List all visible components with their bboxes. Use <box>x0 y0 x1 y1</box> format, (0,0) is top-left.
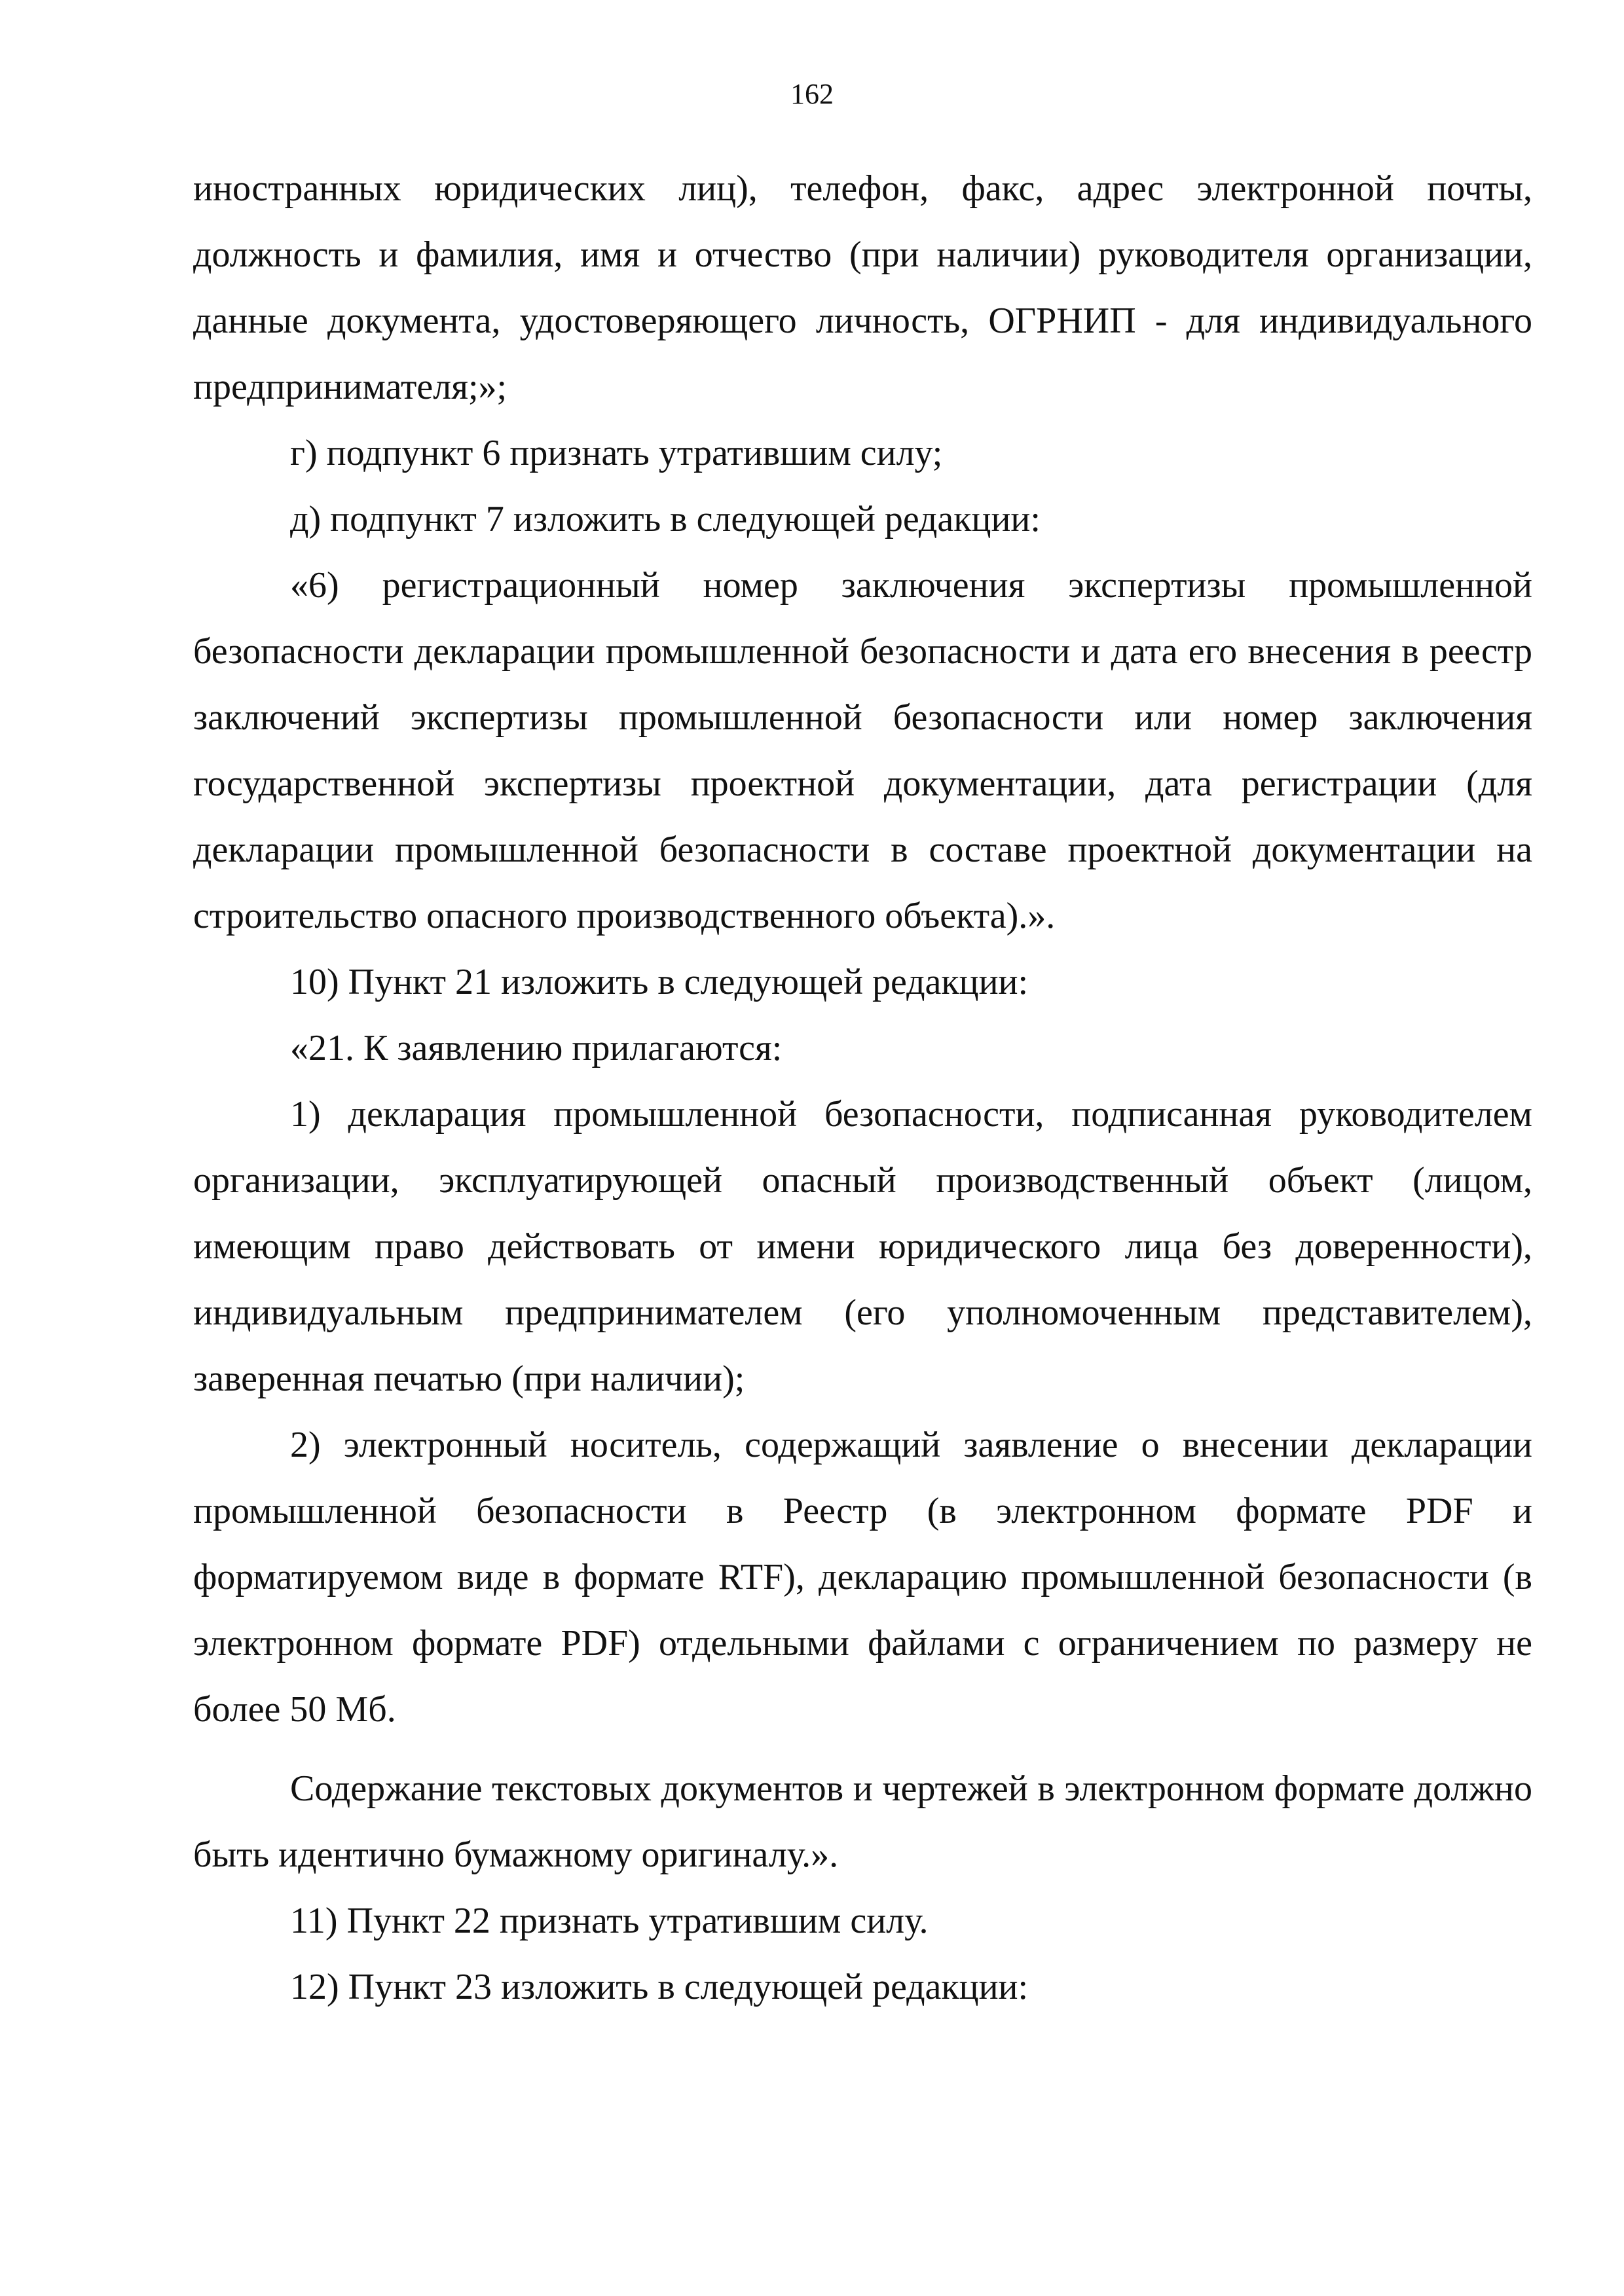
paragraph-subitem-g: г) подпункт 6 признать утратившим силу; <box>290 433 943 473</box>
paragraph-item-12: 12) Пункт 23 изложить в следующей редакции: <box>290 1967 1029 2007</box>
paragraph-content-note: Содержание текстовых документов и чертежей в электронном формате должно быть идентично бумажному оригиналу.». <box>193 1768 1532 1875</box>
page-number: 162 <box>790 78 834 110</box>
document-body <box>193 156 1532 2020</box>
paragraph-enum-1: 1) декларация промышленной безопасности, подписанная руководителем организации, эксплуатирующей опасный производственный объект (лицом, имеющим право действовать от имени юридического лица без доверенности), индивидуальным предпринимателем (его уполномоченным представителем), заверенная печатью (при наличии); <box>193 1094 1532 1399</box>
paragraph-continuation: иностранных юридических лиц), телефон, факс, адрес электронной почты, должность и фамилия, имя и отчество (при наличии) руководителя организации, данные документа, удостоверяющего личность, ОГРНИП - для индивидуального предпринимателя;»; <box>193 168 1532 407</box>
paragraph-item-11: 11) Пункт 22 признать утратившим силу. <box>290 1901 929 1941</box>
paragraph-item-10: 10) Пункт 21 изложить в следующей редакции: <box>290 962 1029 1002</box>
paragraph-subitem-d: д) подпункт 7 изложить в следующей редакции: <box>290 499 1041 539</box>
paragraph-quoted-item-6: «6) регистрационный номер заключения экспертизы промышленной безопасности декларации промышленной безопасности и дата его внесения в реестр заключений экспертизы промышленной безопасности или номер заключения государственной экспертизы проектной документации, дата регистрации (для декларации промышленной безопасности в составе проектной документации на строительство опасного производственного объекта).». <box>193 565 1532 936</box>
paragraph-enum-2: 2) электронный носитель, содержащий заявление о внесении декларации промышленной безопасности в Реестр (в электронном формате PDF и форматируемом виде в формате RTF), декларацию промышленной безопасности (в электронном формате PDF) отдельными файлами с ограничением по размеру не более 50 Мб. <box>193 1425 1532 1730</box>
paragraph-quoted-item-21: «21. К заявлению прилагаются: <box>290 1028 783 1068</box>
